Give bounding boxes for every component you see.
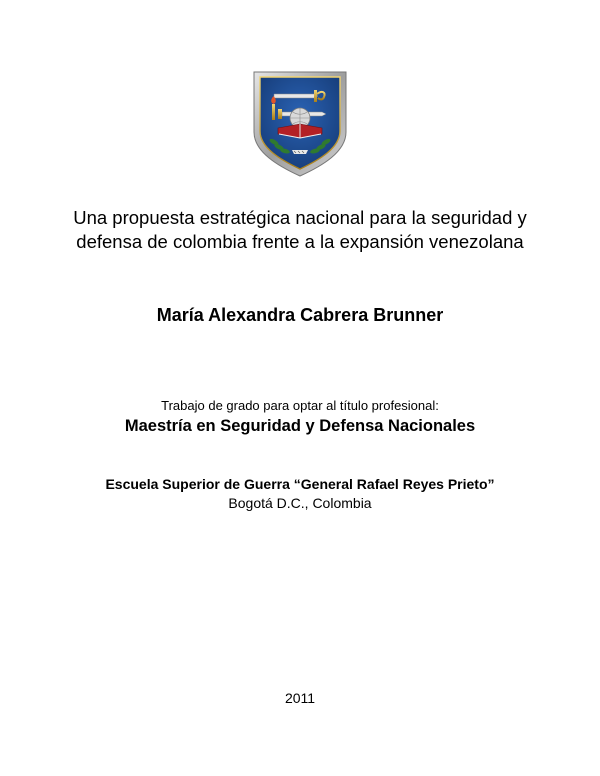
school-crest-icon (252, 70, 348, 178)
city-location: Bogotá D.C., Colombia (228, 495, 372, 511)
publication-year: 2011 (284, 690, 316, 706)
thesis-title: Una propuesta estratégica nacional para la seguridad y defensa de colombia frente a la expansión venezolana (73, 207, 527, 252)
school-name: Escuela Superior de Guerra “General Rafael Reyes Prieto” (105, 476, 495, 492)
author-name: María Alexandra Cabrera Brunner (156, 305, 444, 325)
degree-name: Maestría en Seguridad y Defensa Nacionales (124, 417, 476, 435)
degree-purpose: Trabajo de grado para optar al título profesional: (161, 398, 439, 413)
